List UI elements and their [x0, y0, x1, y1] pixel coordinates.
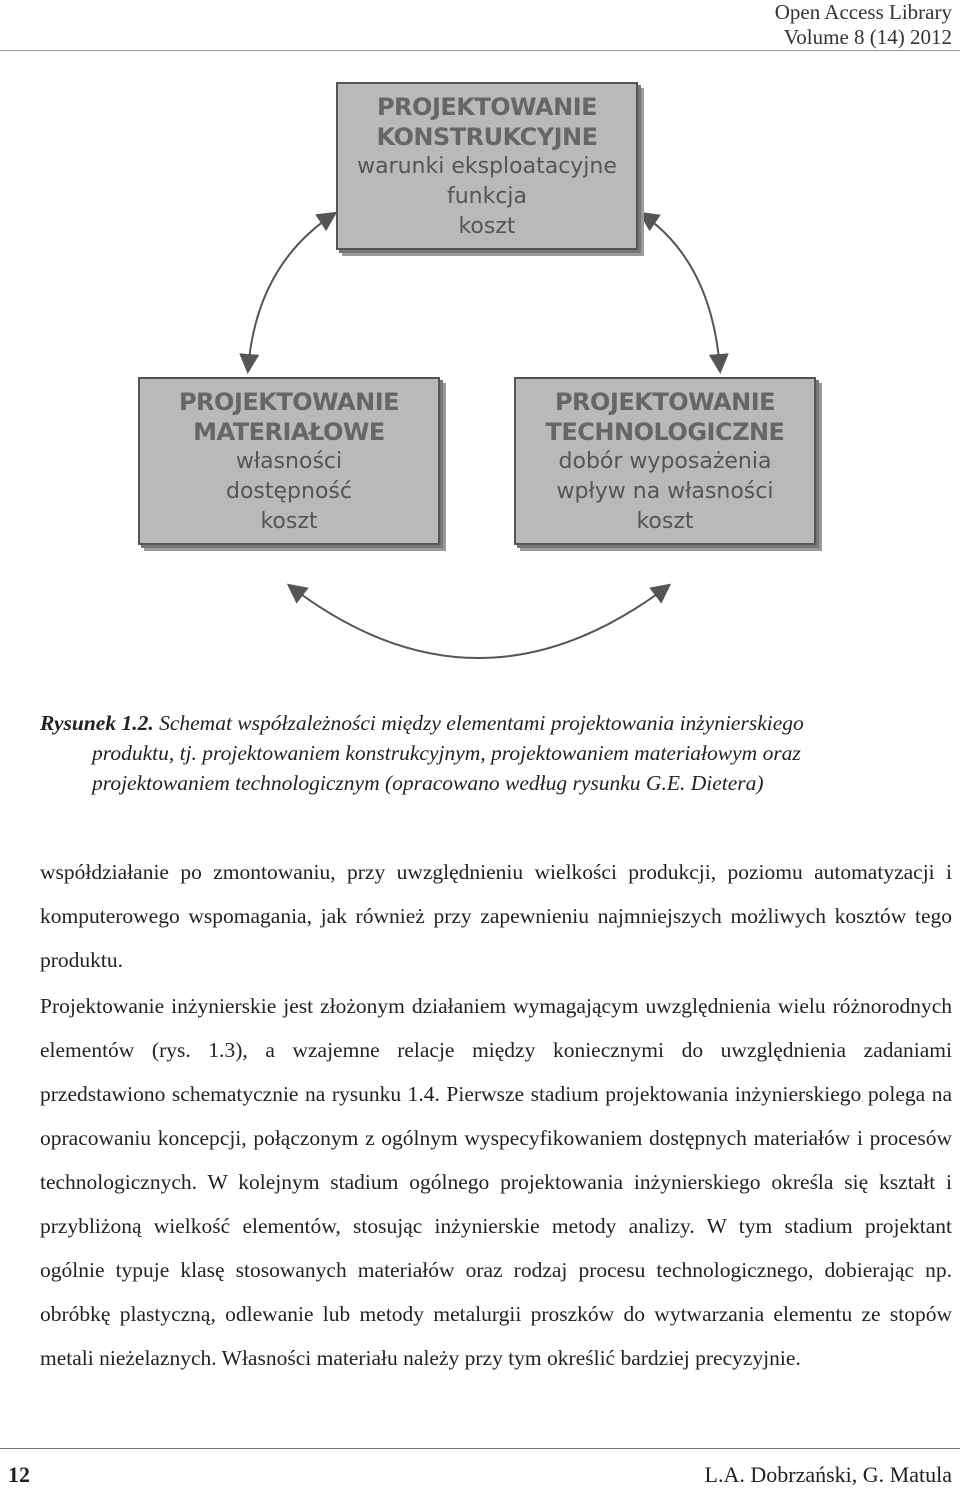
box-line: koszt — [260, 509, 318, 534]
box-title: PROJEKTOWANIE — [178, 388, 400, 416]
journal-name: Open Access Library — [774, 0, 952, 24]
box-title: TECHNOLOGICZNE — [545, 418, 785, 446]
caption-label: Rysunek 1.2. — [40, 711, 154, 735]
box-materialowe — [138, 377, 440, 545]
box-line: dobór wyposażenia — [558, 449, 772, 474]
box-line: własności — [235, 449, 343, 474]
box-line: dostępność — [226, 479, 352, 504]
caption-text: produktu, tj. projektowaniem konstrukcyjnym, projektowaniem materiałowym oraz — [92, 741, 801, 765]
arrow-right — [642, 214, 720, 370]
box-line: warunki eksploatacyjne — [357, 154, 617, 179]
box-title: MATERIAŁOWE — [193, 418, 385, 446]
footer-rule — [0, 1448, 960, 1449]
paragraph-text: współdziałanie po zmontowaniu, przy uwzględnieniu wielkości produkcji, poziomu automatyzacji i komputerowego wspomagania, jak również przy zapewnieniu najmniejszych możliwych kosztów tego produktu. — [40, 860, 952, 972]
arrow-bottom — [290, 586, 668, 658]
caption-text: Schemat współzależności między elementami projektowania inżynierskiego — [153, 711, 804, 735]
body-paragraph — [8, 984, 952, 1380]
box-title: KONSTRUKCYJNE — [376, 123, 598, 151]
caption-text: projektowaniem technologicznym (opracowano według rysunku G.E. Dietera) — [92, 771, 764, 795]
figure-caption — [40, 708, 920, 798]
box-line: koszt — [636, 509, 694, 534]
box-line: funkcja — [446, 184, 528, 209]
paragraph-text: Projektowanie inżynierskie jest złożonym działaniem wymagającym uwzględnienia wielu różnorodnych elementów (rys. 1.3), a wzajemne relacje między koniecznymi do uwzględnienia zadaniami przedstawiono schematycznie na rysunku 1.4. Pierwsze stadium projektowania inżynierskiego polega na opracowaniu koncepcji, połączonym z ogólnym wyspecyfikowaniem dostępnych materiałów i procesów technologicznych. W kolejnym stadium ogólnego projektowania inżynierskiego określa się kształt i przybliżoną wielkość elementów, stosując inżynierskie metody analizy. W tym stadium projektant ogólnie typuje klasę stosowanych materiałów oraz rodzaj procesu technologicznego, dobierając np. obróbkę plastyczną, odlewanie lub metody metalurgii proszków do wytwarzania elementu ze stopów metali nieżelaznych. Własności materiału należy przy tym określić bardziej precyzyjnie. — [40, 994, 952, 1370]
box-konstrukcyjne — [336, 82, 638, 250]
box-line: koszt — [458, 214, 516, 239]
page-number: 12 — [8, 1462, 30, 1487]
box-title: PROJEKTOWANIE — [554, 388, 776, 416]
arrow-left — [248, 214, 334, 370]
box-title: PROJEKTOWANIE — [376, 93, 598, 121]
footer-authors: L.A. Dobrzański, G. Matula — [704, 1462, 952, 1487]
journal-volume: Volume 8 (14) 2012 — [783, 25, 952, 49]
body-paragraph — [40, 850, 952, 982]
box-line: wpływ na własności — [556, 479, 774, 504]
box-technologiczne — [514, 377, 816, 545]
